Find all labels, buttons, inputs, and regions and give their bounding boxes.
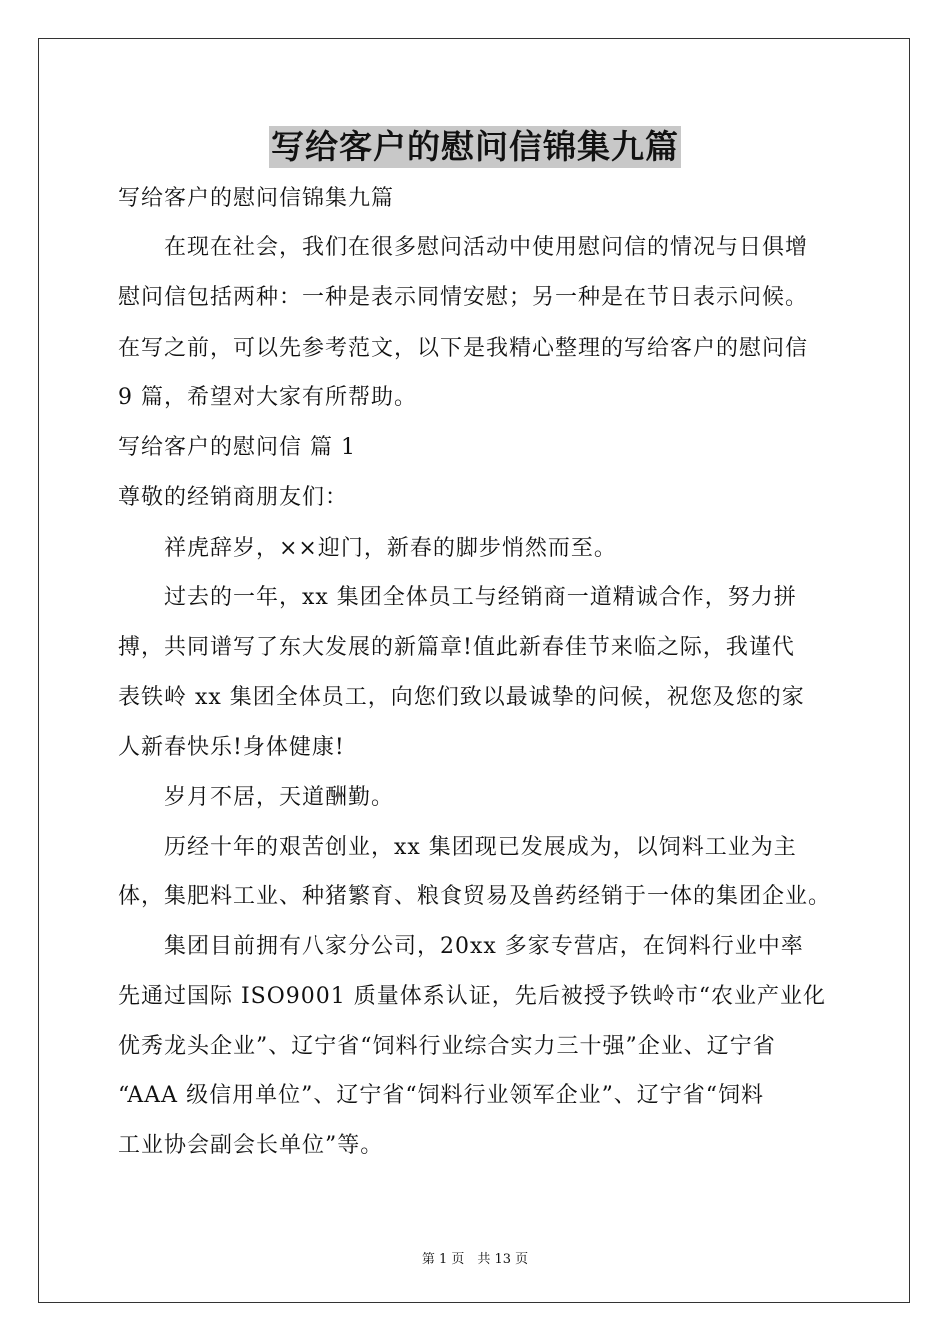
- page-border: [38, 38, 910, 1303]
- body-line: 过去的一年，xx 集团全体员工与经销商一道精诚合作，努力拼: [118, 585, 797, 610]
- page-number-footer: 第 1 页 共 13 页: [421, 1252, 529, 1267]
- body-line: 写给客户的慰问信锦集九篇: [118, 186, 395, 211]
- body-line: 搏，共同谱写了东大发展的新篇章!值此新春佳节来临之际，我谨代: [118, 635, 795, 660]
- body-line: 慰问信包括两种：一种是表示同情安慰；另一种是在节日表示问候。: [118, 285, 809, 310]
- body-line: 写给客户的慰问信 篇 1: [118, 435, 356, 460]
- body-line: 在现在社会，我们在很多慰问活动中使用慰问信的情况与日俱增: [118, 235, 809, 260]
- title-container: [0, 126, 950, 168]
- body-line: 优秀龙头企业”、辽宁省“饲料行业综合实力三十强”企业、辽宁省: [118, 1034, 776, 1059]
- body-line: 人新春快乐!身体健康!: [118, 735, 345, 760]
- body-line: 先通过国际 ISO9001 质量体系认证，先后被授予铁岭市“农业产业化: [118, 984, 827, 1009]
- body-line: 工业协会副会长单位”等。: [118, 1133, 384, 1158]
- document-title: 写给客户的慰问信锦集九篇: [271, 127, 679, 166]
- body-line: “AAA 级信用单位”、辽宁省“饲料行业领军企业”、辽宁省“饲料: [118, 1083, 765, 1108]
- body-line: 体，集肥料工业、种猪繁育、粮食贸易及兽药经销于一体的集团企业。: [118, 884, 832, 909]
- body-line: 9 篇，希望对大家有所帮助。: [118, 385, 417, 410]
- body-line: 历经十年的艰苦创业，xx 集团现已发展成为，以饲料工业为主: [118, 835, 797, 860]
- body-line: 集团目前拥有八家分公司，20xx 多家专营店，在饲料行业中率: [118, 934, 804, 959]
- body-line: 表铁岭 xx 集团全体员工，向您们致以最诚挚的问候，祝您及您的家: [118, 685, 805, 710]
- body-line: 尊敬的经销商朋友们：: [118, 485, 349, 510]
- body-line: 祥虎辞岁，××迎门，新春的脚步悄然而至。: [118, 536, 617, 561]
- body-line: 在写之前，可以先参考范文，以下是我精心整理的写给客户的慰问信: [118, 336, 809, 361]
- body-line: 岁月不居，天道酬勤。: [118, 785, 395, 810]
